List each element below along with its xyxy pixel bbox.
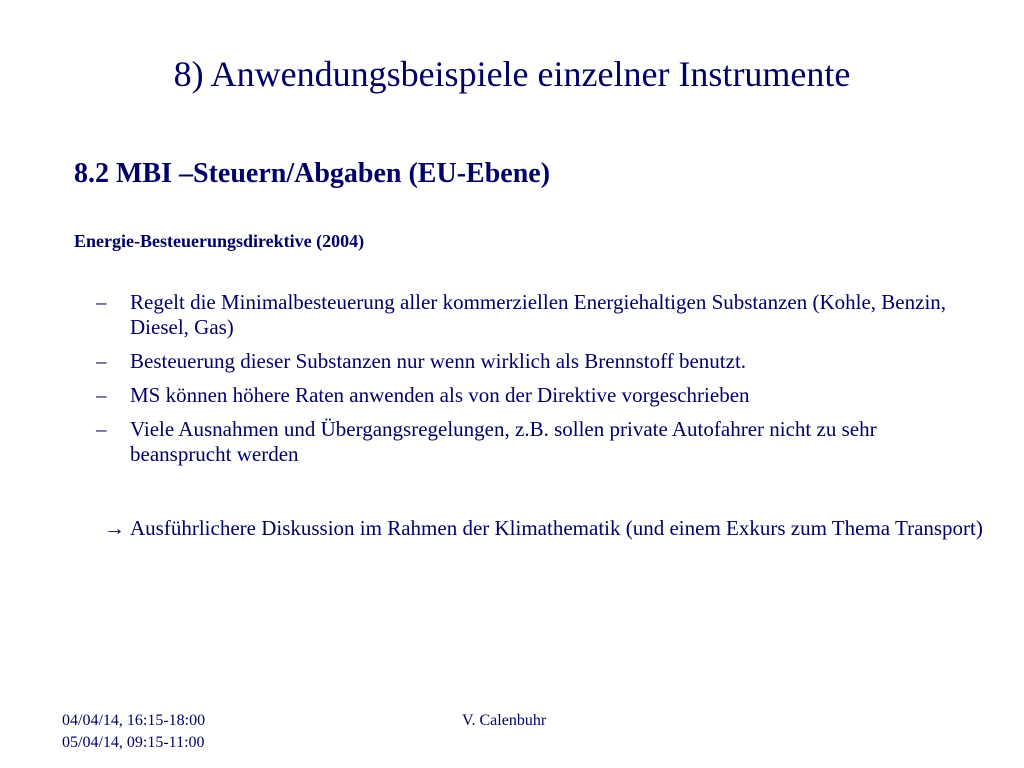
footer-date-1: 04/04/14, 16:15-18:00 — [62, 712, 206, 729]
dash-bullet-icon: – — [96, 290, 107, 314]
list-item — [96, 383, 956, 408]
list-item — [96, 417, 956, 467]
subheading: Energie-Besteuerungsdirektive (2004) — [74, 231, 365, 251]
slide-title: 8) Anwendungsbeispiele einzelner Instrumente — [173, 54, 851, 94]
list-item — [96, 290, 956, 340]
dash-bullet-icon: – — [96, 349, 107, 373]
bullet-text: Regelt die Minimalbesteuerung aller kommerziellen Energiehaltigen Substanzen (Kohle, Benzin, Diesel, Gas) — [130, 290, 947, 339]
bullet-text: MS können höhere Raten anwenden als von der Direktive vorgeschrieben — [130, 383, 750, 407]
footer-date-2: 05/04/14, 09:15-11:00 — [62, 734, 205, 751]
bullet-text: Besteuerung dieser Substanzen nur wenn wirklich als Brennstoff benutzt. — [130, 349, 747, 373]
arrow-right-icon: → — [104, 516, 125, 540]
conclusion-text: Ausführlichere Diskussion im Rahmen der Klimathematik (und einem Exkurs zum Thema Transport) — [130, 516, 983, 540]
bullet-list — [96, 290, 956, 476]
footer-author: V. Calenbuhr — [462, 712, 547, 729]
list-item — [96, 349, 956, 374]
section-heading: 8.2 MBI –Steuern/Abgaben (EU-Ebene) — [74, 158, 551, 189]
dash-bullet-icon: – — [96, 417, 107, 441]
bullet-text: Viele Ausnahmen und Übergangsregelungen, z.B. sollen private Autofahrer nicht zu sehr beansprucht werden — [130, 417, 877, 466]
conclusion — [104, 516, 990, 541]
dash-bullet-icon: – — [96, 383, 107, 407]
footer-dates — [62, 710, 205, 754]
